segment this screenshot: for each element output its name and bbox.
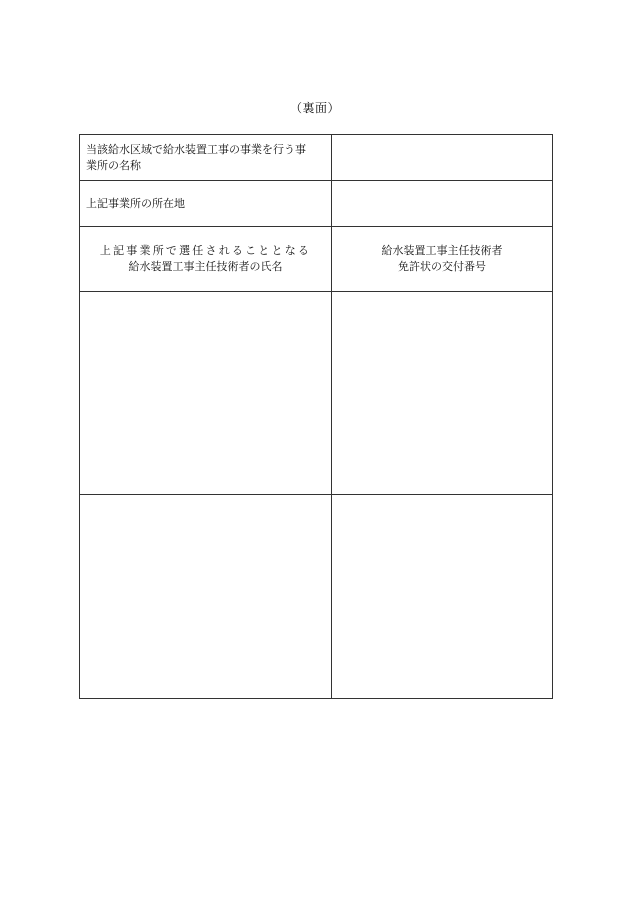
office-address-row xyxy=(80,181,553,227)
license-number-field-2[interactable] xyxy=(332,494,553,698)
page-title: （裏面） xyxy=(289,101,340,115)
engineer-name-header-line2: 給水装置工事主任技術者の氏名 xyxy=(128,260,283,274)
office-name-row xyxy=(80,135,553,181)
office-name-value[interactable] xyxy=(332,135,553,181)
engineer-name-header xyxy=(80,227,332,292)
license-number-field-1[interactable] xyxy=(332,292,553,494)
engineer-entry-row-1 xyxy=(80,292,553,494)
office-address-label xyxy=(80,181,332,227)
office-name-label-line1: 当該給水区域で給水装置工事の事業を行う事 xyxy=(86,142,306,156)
office-address-value[interactable] xyxy=(332,181,553,227)
engineer-name-field-2[interactable] xyxy=(80,494,332,698)
license-number-header-line2: 免許状の交付番号 xyxy=(398,260,486,274)
office-address-label-text: 上記事業所の所在地 xyxy=(86,196,185,210)
engineer-name-header-line1: 上記事業所で選任されることとなる xyxy=(99,244,312,258)
office-name-label-line2: 業所の名称 xyxy=(86,158,141,172)
column-header-row xyxy=(80,227,553,292)
application-form-table xyxy=(79,134,553,699)
license-number-header-line1: 給水装置工事主任技術者 xyxy=(381,244,503,258)
engineer-name-field-1[interactable] xyxy=(80,292,332,494)
license-number-header xyxy=(332,227,553,292)
office-name-label xyxy=(80,135,332,181)
engineer-entry-row-2 xyxy=(80,494,553,698)
